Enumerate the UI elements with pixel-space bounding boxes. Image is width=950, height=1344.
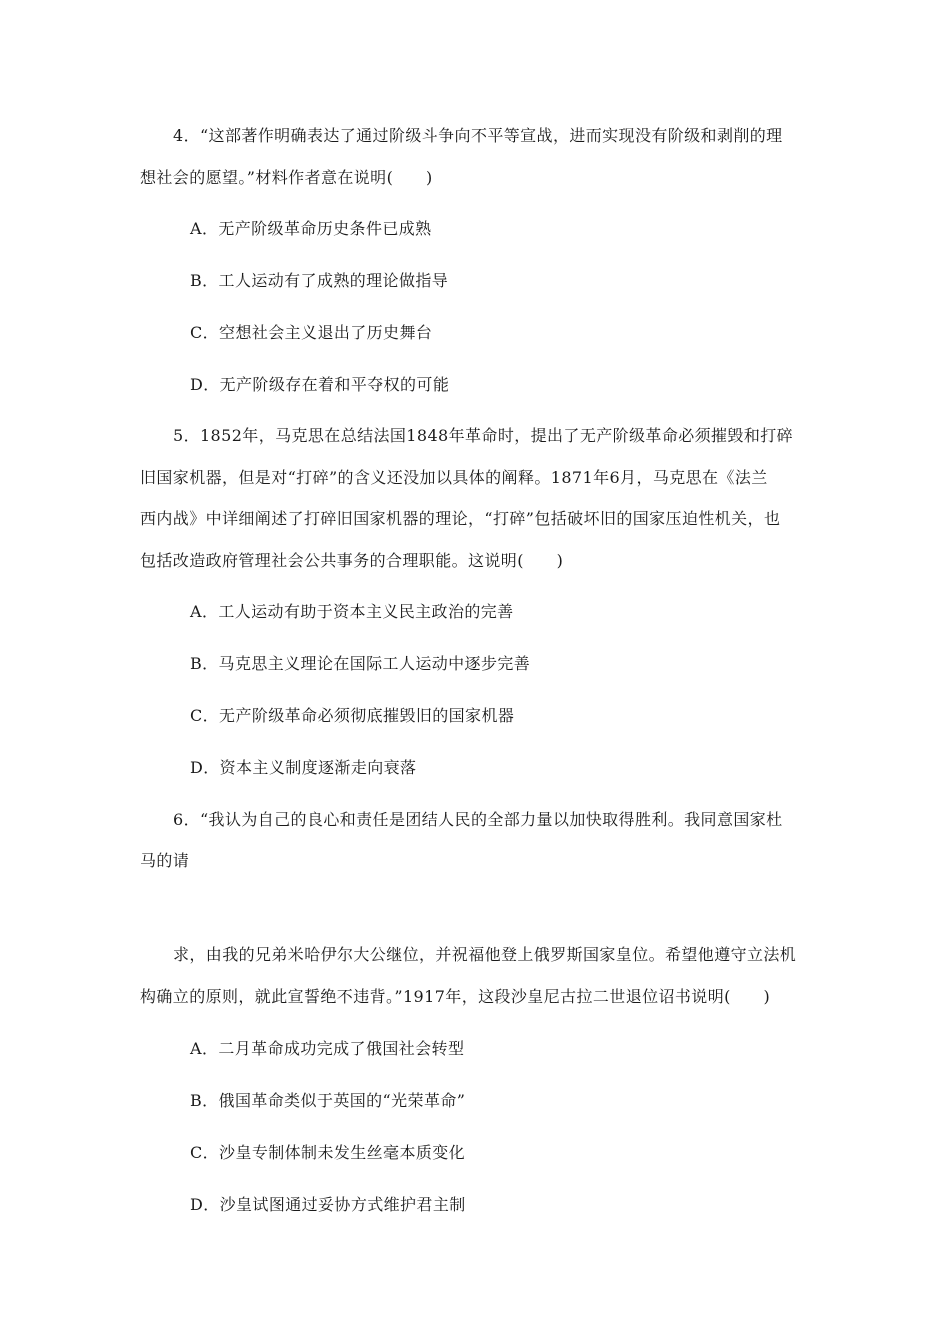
question-stem-line: 5．1852年，马克思在总结法国1848年革命时，提出了无产阶级革命必须摧毁和打碎 [173, 426, 794, 445]
option-d: D．沙皇试图通过妥协方式维护君主制 [190, 1195, 466, 1214]
option-c: C．空想社会主义退出了历史舞台 [190, 323, 433, 342]
question-stem-line: 求，由我的兄弟米哈伊尔大公继位，并祝福他登上俄罗斯国家皇位。希望他遵守立法机 [173, 945, 797, 964]
option-c: C．无产阶级革命必须彻底摧毁旧的国家机器 [190, 706, 515, 725]
question-stem-line: 西内战》中详细阐述了打碎旧国家机器的理论，“打碎”包括破坏旧的国家压迫性机关，也 [140, 509, 781, 528]
option-b: B．俄国革命类似于英国的“光荣革命” [190, 1091, 466, 1110]
question-stem-line: 马的请 [140, 851, 190, 870]
question-stem-line: 想社会的愿望。”材料作者意在说明( ) [140, 168, 433, 187]
question-stem-line: 旧国家机器，但是对“打碎”的含义还没加以具体的阐释。1871年6月，马克思在《法兰 [140, 468, 768, 487]
question-stem-line: 包括改造政府管理社会公共事务的合理职能。这说明( ) [140, 551, 564, 570]
question-stem-line: 6．“我认为自己的良心和责任是团结人民的全部力量以加快取得胜利。我同意国家杜 [173, 810, 783, 829]
option-d: D．无产阶级存在着和平夺权的可能 [190, 375, 450, 394]
option-b: B．马克思主义理论在国际工人运动中逐步完善 [190, 654, 531, 673]
option-c: C．沙皇专制体制未发生丝毫本质变化 [190, 1143, 466, 1162]
option-a: A．二月革命成功完成了俄国社会转型 [190, 1039, 465, 1058]
option-d: D．资本主义制度逐渐走向衰落 [190, 758, 417, 777]
question-stem-line: 构确立的原则，就此宣誓绝不违背。”1917年，这段沙皇尼古拉二世退位诏书说明( ) [140, 987, 771, 1006]
option-a: A．工人运动有助于资本主义民主政治的完善 [190, 602, 514, 621]
question-stem-line: 4．“这部著作明确表达了通过阶级斗争向不平等宣战，进而实现没有阶级和剥削的理 [173, 126, 783, 145]
option-b: B．工人运动有了成熟的理论做指导 [190, 271, 449, 290]
option-a: A．无产阶级革命历史条件已成熟 [190, 219, 432, 238]
